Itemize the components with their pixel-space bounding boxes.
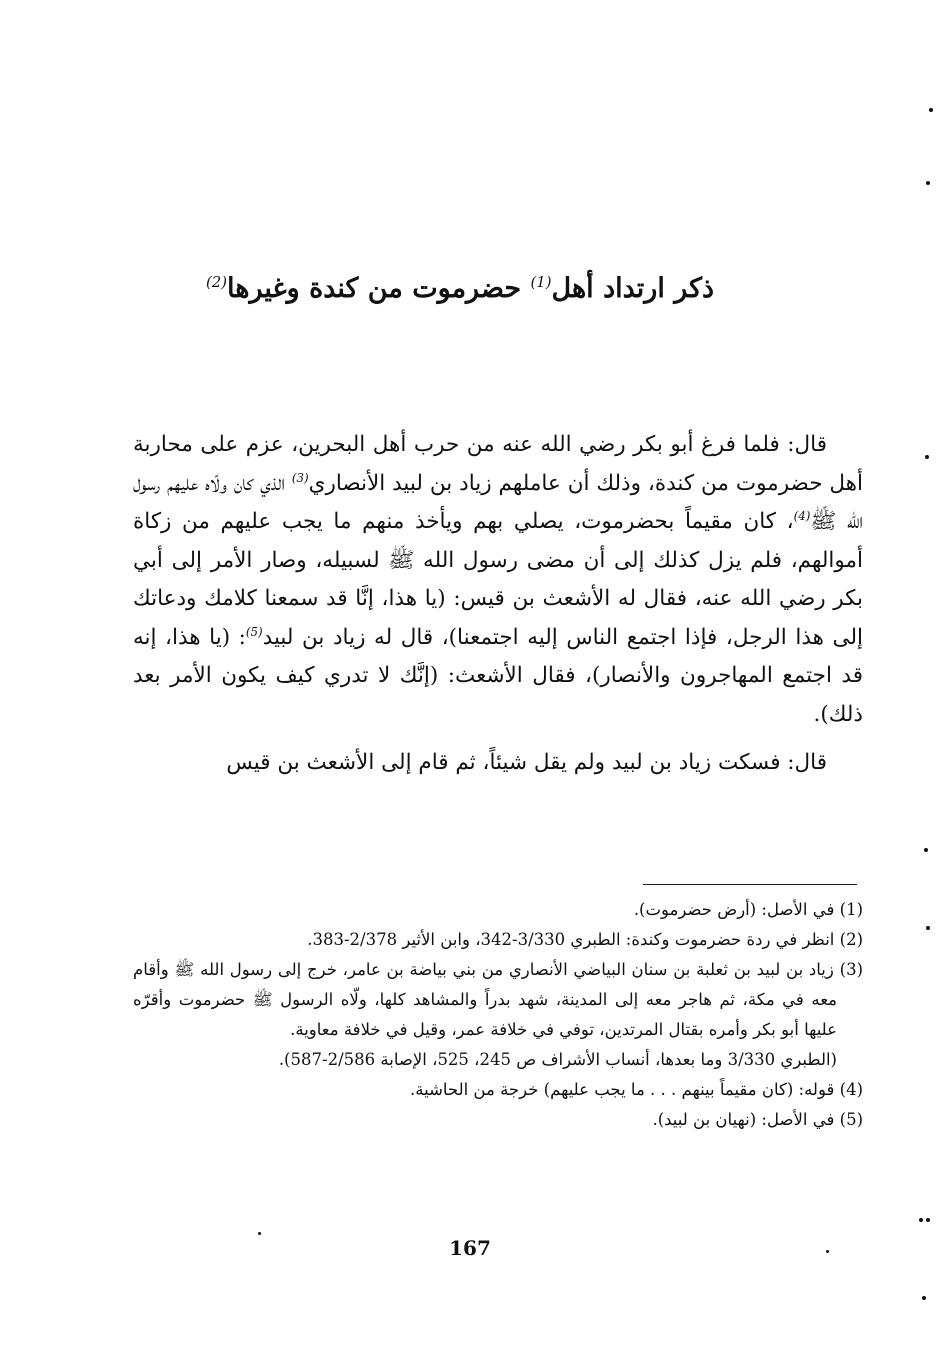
- footnote-ref-4: (4): [793, 508, 811, 523]
- scan-speck: [919, 1218, 923, 1222]
- title-footnote-ref-1: (1): [530, 273, 552, 292]
- paragraph-1: [133, 426, 863, 734]
- footnote-3-references: (الطبري 3/330 وما بعدها، أنساب الأشراف ص 245، 525، الإصابة 2/586-587).: [278, 1050, 837, 1069]
- scan-speck: [929, 108, 933, 112]
- footnote-ref-3: (3): [291, 470, 309, 485]
- paragraph-1-segment-3: ، كان مقيماً بحضرموت، يصلي بهم ويأخذ منهم ما يجب عليهم من زكاة أموالهم، فلم يزل كذلك إلى أن مضى رسول الله ﷺ لسبيله، وصار الأمر إلى أبي بكر رضي الله عنه، فقال له الأشعث بن قيس: (يا هذا، إنَّا قد سمعنا كلامك ودعاتك إلى هذا الرجل، فإذا اجتمع الناس إليه اجتمعنا)، قال له زياد بن لبيد: [133, 509, 863, 650]
- paragraph-1-segment-2: الذي كان ولّاه عليهم رسول الله ﷺ: [133, 470, 863, 534]
- main-text: [133, 426, 863, 783]
- chapter-title: [180, 264, 740, 314]
- footnote-2: (2) انظر في ردة حضرموت وكندة: الطبري 3/330-342، وابن الأثير 2/378-383.: [307, 930, 863, 949]
- title-footnote-ref-2: (2): [205, 273, 228, 292]
- footnotes: [133, 895, 863, 1135]
- scan-speck: [924, 848, 928, 852]
- title-text-end: حضرموت من كندة وغيرها: [227, 273, 531, 305]
- scan-speck: [926, 181, 930, 185]
- footnote-4: (4) قوله: (كان مقيماً بينهم . . . ما يجب عليهم) خرجة من الحاشية.: [410, 1080, 863, 1099]
- page-number: 167: [449, 1236, 491, 1260]
- footnote-3: (3) زياد بن لبيد بن ثعلبة بن سنان البياضي الأنصاري من بني بياضة بن عامر، خرج إلى رسول الله ﷺ وأقام معه في مكة، ثم هاجر معه إلى المدينة، شهد بدراً والمشاهد كلها، ولّاه الرسول ﷺ حضرموت وأقرّه عليها أبو بكر وأمره بقتال المرتدين، توفي في خلافة عمر، وقيل في خلافة معاوية.: [133, 960, 863, 1039]
- paragraph-1-segment-4: : (يا هذا، إنه قد اجتمع المهاجرون والأنصار)، فقال الأشعث: (إنَّك لا تدري كيف يكون الأمر بعد ذلك).: [133, 624, 863, 727]
- scan-speck: [922, 1296, 926, 1300]
- footnote-1: (1) في الأصل: (أرض حضرموت).: [633, 900, 863, 919]
- scan-speck: [826, 1250, 829, 1253]
- footnote-separator: [643, 884, 857, 885]
- scan-speck: [926, 926, 930, 930]
- scan-speck: [925, 455, 929, 459]
- title-text-start: ذكر ارتداد أهل: [551, 273, 715, 305]
- paragraph-1-segment-1: قال: فلما فرغ أبو بكر رضي الله عنه من حرب أهل البحرين، عزم على محاربة أهل حضرموت من كندة، وذلك أن عاملهم زياد بن لبيد الأنصاري: [133, 432, 863, 496]
- footnote-5: (5) في الأصل: (نهيان بن لبيد).: [652, 1110, 863, 1129]
- paragraph-2: قال: فسكت زياد بن لبيد ولم يقل شيئاً، ثم قام إلى الأشعث بن قيس: [226, 750, 827, 775]
- scan-speck: [926, 1218, 930, 1222]
- scan-speck: [258, 1232, 261, 1235]
- footnote-ref-5: (5): [245, 624, 263, 639]
